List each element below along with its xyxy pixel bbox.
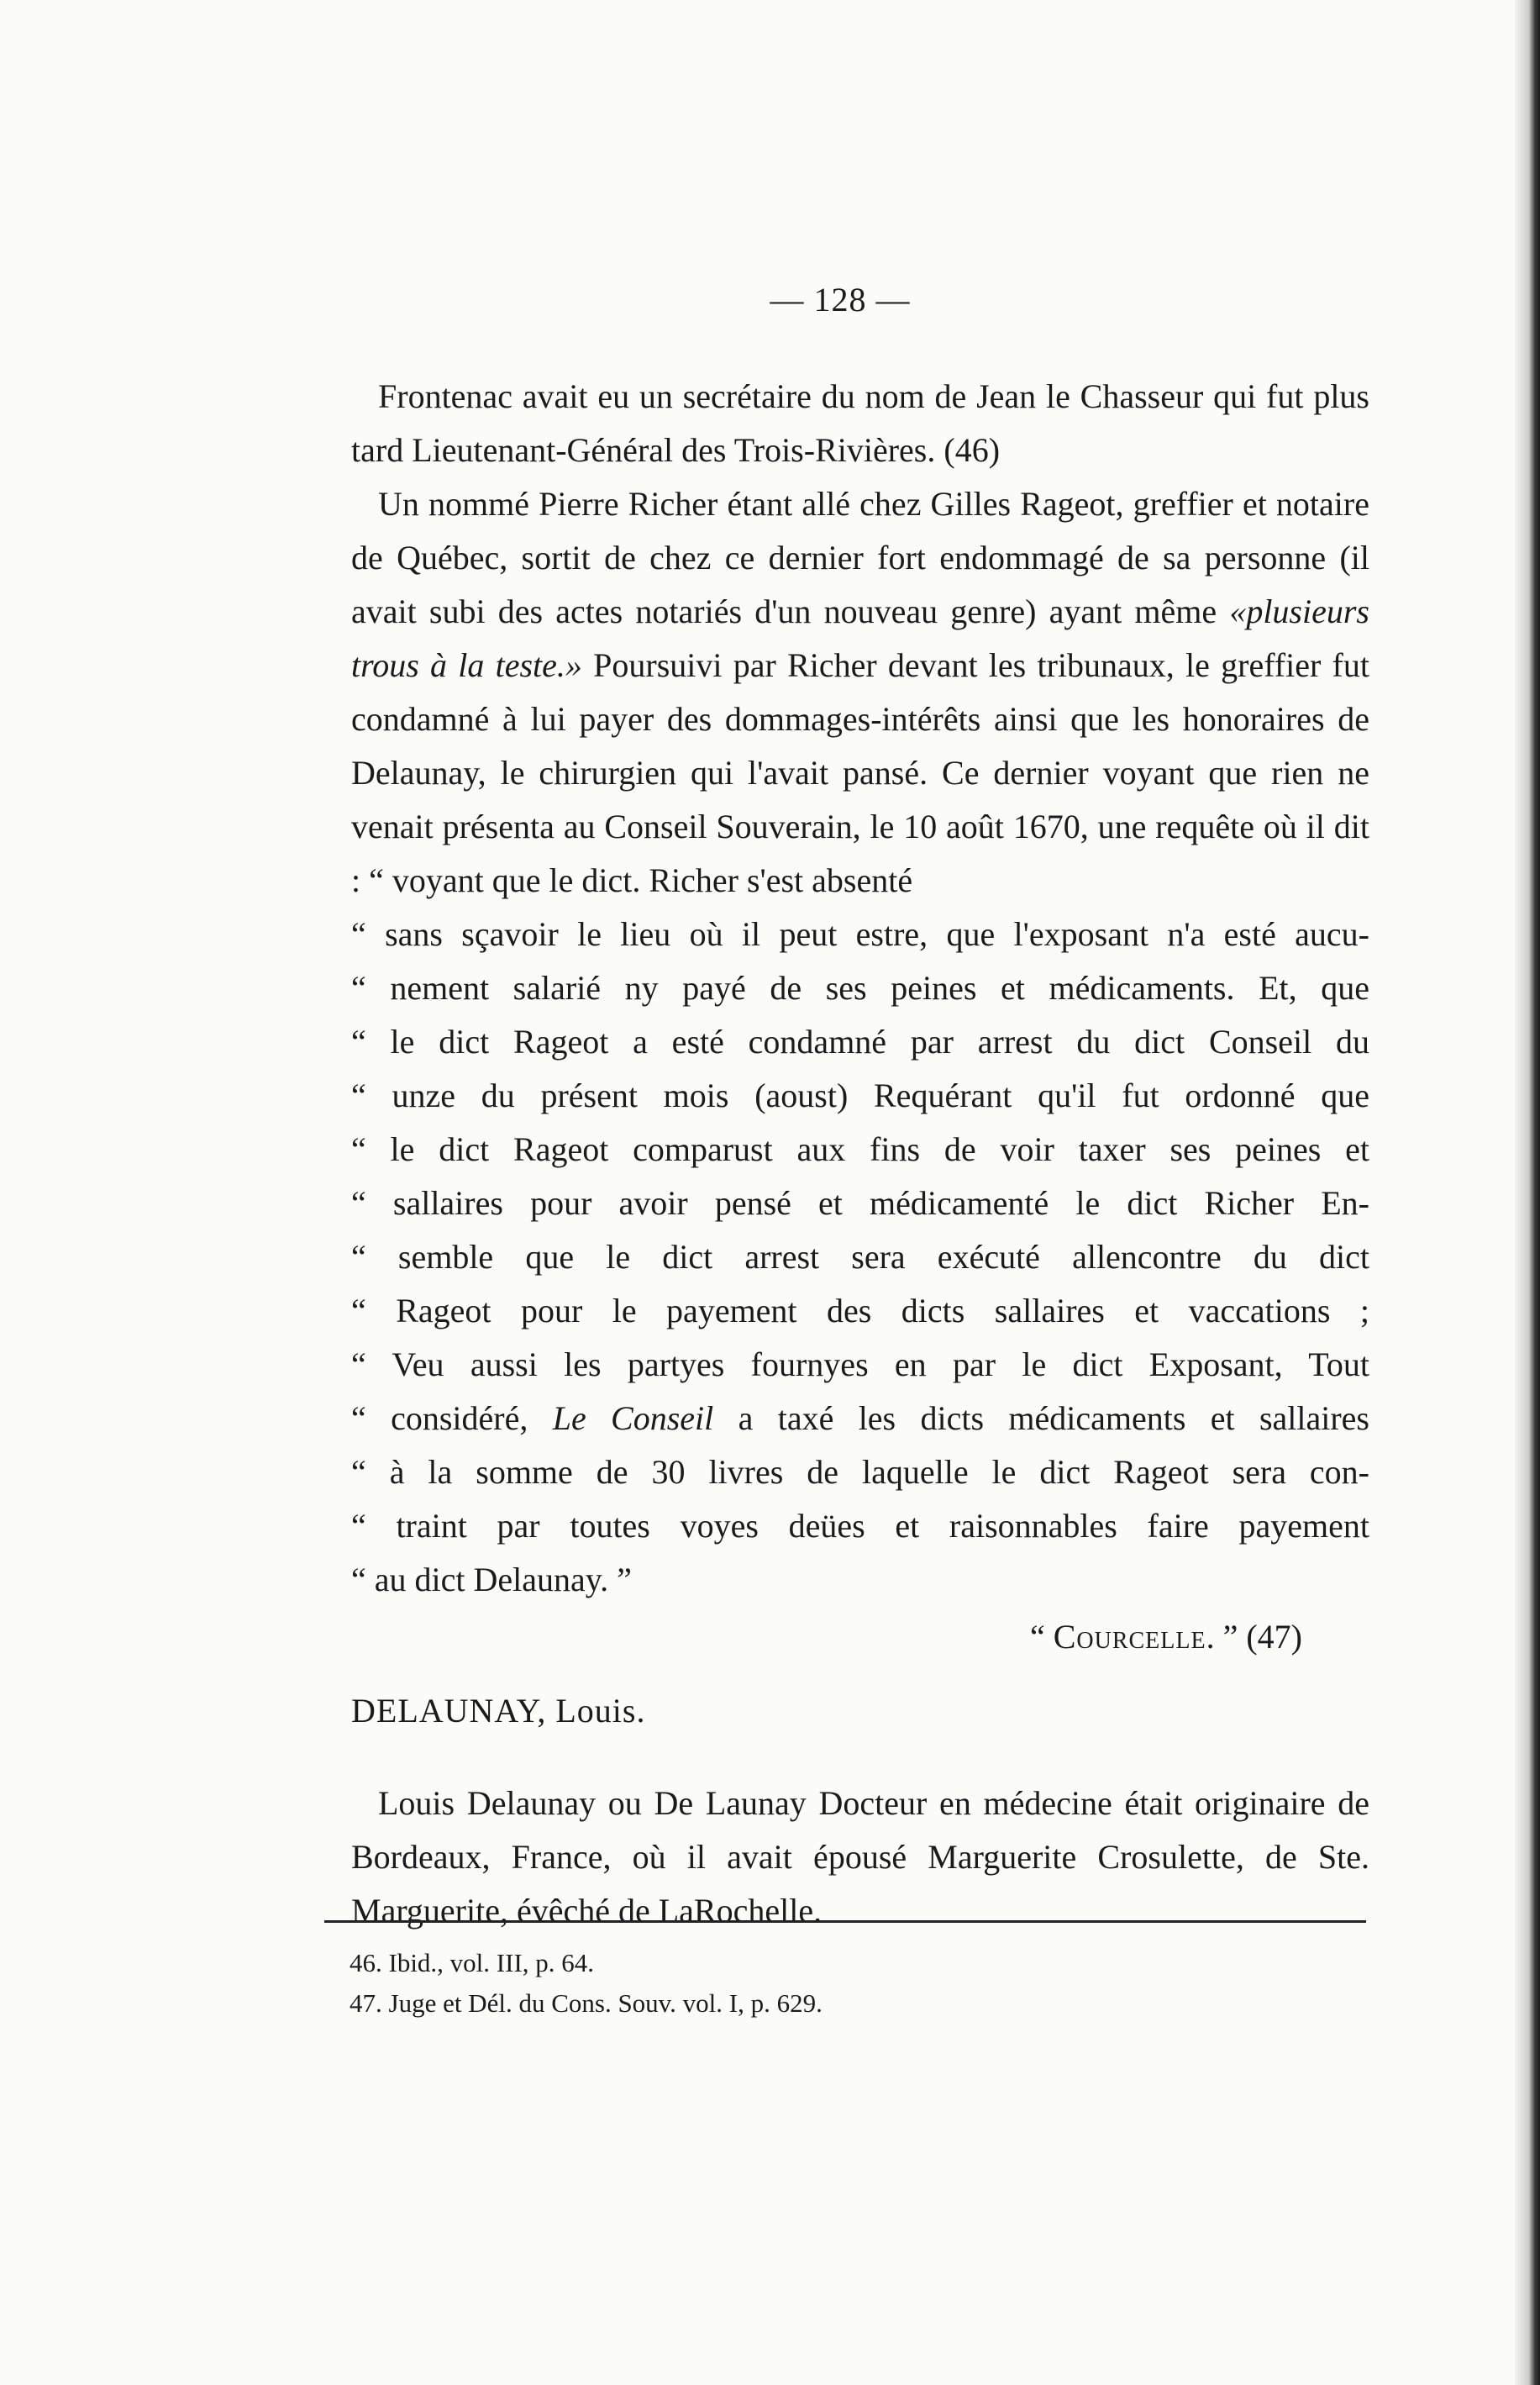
footnote-divider xyxy=(324,1920,1366,1923)
paragraph-2 xyxy=(351,477,1369,908)
quote-line-10 xyxy=(351,1392,1369,1445)
section-heading: DELAUNAY, Louis. xyxy=(351,1692,646,1730)
quote-line-10-italic: Le Conseil xyxy=(552,1399,714,1437)
signature-close: . ” (47) xyxy=(1206,1618,1302,1656)
quote-line-9: “ Veu aussi les partyes fournyes en par le dict Exposant, Tout xyxy=(351,1345,1369,1383)
footnotes xyxy=(350,1943,1274,2024)
page-edge xyxy=(1515,0,1540,2385)
footnote-46: 46. Ibid., vol. III, p. 64. xyxy=(350,1948,595,1977)
quote-line-4: “ unze du présent mois (aoust) Requérant qu'il fut ordonné que xyxy=(351,1077,1369,1114)
quote-line-3: “ le dict Rageot a esté condamné par arrest du dict Conseil du xyxy=(351,1023,1369,1061)
quote-line-13: “ au dict Delaunay. ” xyxy=(351,1561,632,1598)
paragraph-1: Frontenac avait eu un secrétaire du nom de Jean le Chasseur qui fut plus tard Lieutenant-Général des Trois-Rivières. (46) xyxy=(351,377,1369,469)
paragraph-2-italic: «plusieurs trous à la teste.» xyxy=(351,592,1369,684)
quote-line-10-a: “ considéré, xyxy=(351,1399,553,1437)
quote-line-2: “ nement salarié ny payé de ses peines et médicaments. Et, que xyxy=(351,969,1369,1007)
body-text xyxy=(351,370,1369,1938)
quote-line-10-b: a taxé les dicts médicaments et sallaires xyxy=(713,1399,1369,1437)
page-number: — 128 — xyxy=(770,281,911,319)
quote-line-11: “ à la somme de 30 livres de laquelle le dict Rageot sera con- xyxy=(351,1453,1369,1491)
quote-line-12: “ traint par toutes voyes deües et raisonnables faire payement xyxy=(351,1507,1369,1545)
signature xyxy=(351,1610,1369,1664)
quote-line-1: “ sans sçavoir le lieu où il peut estre, que l'exposant n'a esté aucu- xyxy=(351,915,1369,953)
quote-line-7: “ semble que le dict arrest sera exécuté allencontre du dict xyxy=(351,1238,1369,1276)
paragraph-2-text-b: Poursuivi par Richer devant les tribunaux, le greffier fut condamné à lui payer des dommages-intérêts ainsi que les honoraires de Delaunay, le chirurgien qui l'avait pansé. Ce dernier voyant que rien ne venait présenta au Conseil Souverain, le 10 août 1670, une requête où il dit : “ voyant que le dict. Richer s'est absenté xyxy=(351,646,1369,899)
footnote-47: 47. Juge et Dél. du Cons. Souv. vol. I, p. 629. xyxy=(350,1988,823,2018)
signature-open: “ xyxy=(1029,1618,1054,1656)
paragraph-2-text-a: Un nommé Pierre Richer étant allé chez Gilles Rageot, greffier et notaire de Québec, sortit de chez ce dernier fort endommagé de sa personne (il avait subi des actes notariés d'un nouveau genre) ayant même xyxy=(351,485,1369,630)
quote-block xyxy=(351,908,1369,1607)
quote-line-8: “ Rageot pour le payement des dicts sallaires et vaccations ; xyxy=(351,1292,1369,1329)
paragraph-3: Louis Delaunay ou De Launay Docteur en médecine était originaire de Bordeaux, France, où il avait épousé Marguerite Crosulette, de Ste. Marguerite, évêché de LaRochelle. xyxy=(351,1784,1369,1930)
signature-name: Courcelle xyxy=(1053,1618,1206,1656)
quote-line-6: “ sallaires pour avoir pensé et médicamenté le dict Richer En- xyxy=(351,1184,1369,1222)
quote-line-5: “ le dict Rageot comparust aux fins de voir taxer ses peines et xyxy=(351,1130,1369,1168)
